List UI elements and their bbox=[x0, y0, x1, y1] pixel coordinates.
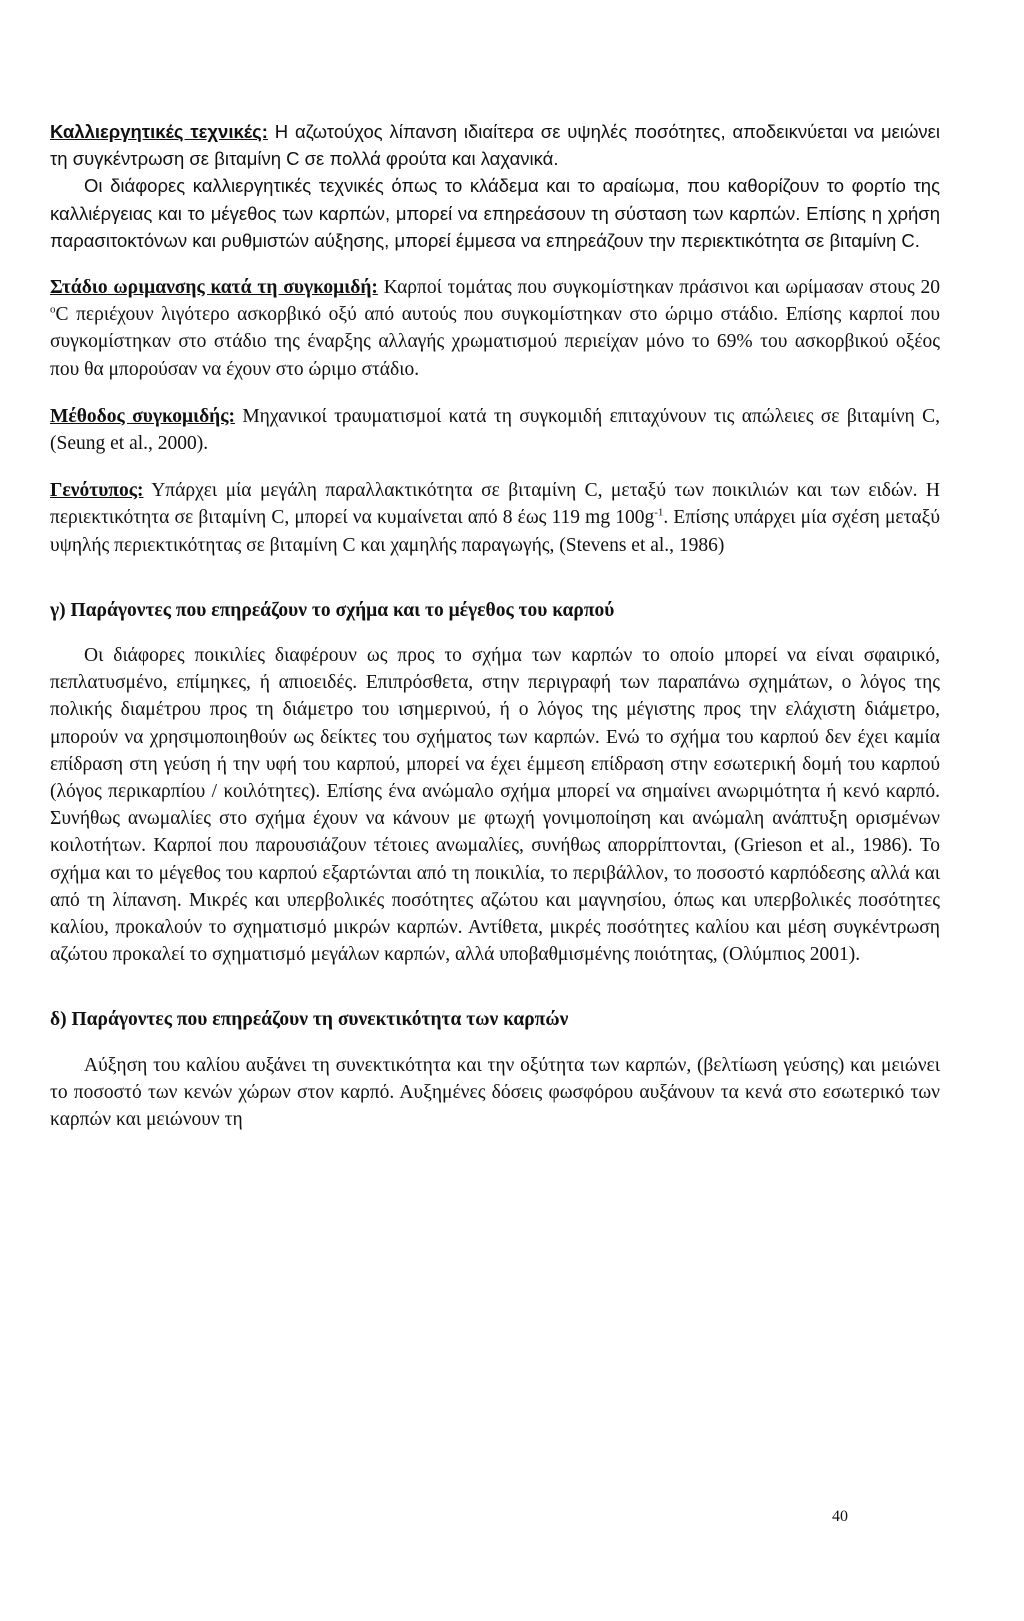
section-genotype bbox=[50, 477, 940, 559]
section-ripeness bbox=[50, 274, 940, 383]
ripeness-label: Στάδιο ωριμανσης κατά τη συγκομιδή: bbox=[50, 277, 378, 299]
ripeness-text-a: Καρποί τομάτας που συγκομίστηκαν πράσινοι και ωρίμασαν στους 20 bbox=[377, 277, 940, 299]
section-firmness bbox=[50, 1006, 940, 1133]
cultivation-paragraph-2: Οι διάφορες καλλιεργητικές τεχνικές όπως το κλάδεμα και το αραίωμα, που καθορίζουν το φορτίο της καλλιέργειας και το μέγεθος των καρπών, μπορεί να επηρεάσουν τη σύσταση των καρπών. Επίσης η χρήση παρασιτοκτόνων και ρυθμιστών αύξησης, μπορεί έμμεσα να επηρεάζουν την περιεκτικότητα σε βιταμίνη C. bbox=[50, 175, 940, 251]
cultivation-paragraph bbox=[50, 118, 940, 172]
cultivation-label: Καλλιεργητικές τεχνικές: bbox=[50, 121, 268, 142]
document-page bbox=[50, 118, 940, 1133]
genotype-paragraph bbox=[50, 477, 940, 559]
shape-heading: γ) Παράγοντες που επηρεάζουν το σχήμα και το μέγεθος του καρπού bbox=[50, 599, 615, 621]
section-shape bbox=[50, 597, 940, 969]
genotype-text-b: . Επίσης υπάρχει μία σχέση μεταξύ υψηλής περιεκτικότητας σε βιταμίνη C και χαμηλής παραγωγής, (Stevens et al., 1986) bbox=[50, 507, 940, 556]
exponent-superscript: -1 bbox=[654, 506, 664, 519]
shape-paragraph: Οι διάφορες ποικιλίες διαφέρουν ως προς το σχήμα των καρπών το οποίο μπορεί να είναι σφαιρικό, πεπλατυσμένο, επίμηκες, ή απιοειδές. Επιπρόσθετα, στην περιγραφή των παραπάνω σχημάτων, ο λόγος της πολικής διαμέτρου προς τη διάμετρο του ισημερινού, ή ο λόγος της μέγιστης προς την ελάχιστη διάμετρο, μπορούν να χρησιμοποιηθούν ως δείκτες του σχήματος των καρπών. Ενώ το σχήμα του καρπού δεν έχει καμία επίδραση στη γεύση ή την υφή του καρπού, μπορεί να έχει έμμεση επίδραση στην εσωτερική δομή του καρπού (λόγος περικαρπίου / κοιλότητες). Επίσης ένα ανώμαλο σχήμα μπορεί να σημαίνει ανωριμότητα ή κενό καρπό. Συνήθως ανωμαλίες στο σχήμα έχουν να κάνουν με φτωχή γονιμοποίηση και ανώμαλη ανάπτυξη ορισμένων κοιλοτήτων. Καρποί που παρουσιάζουν τέτοιες ανωμαλίες, συνήθως απορρίπτονται, (Grieson et al., 1986). Το σχήμα και το μέγεθος του καρπού εξαρτώνται από τη ποικιλία, το περιβάλλον, το ποσοστό καρπόδεσης αλλά και από τη λίπανση. Μικρές και υπερβολικές ποσότητες αζώτου και μαγνησίου, όπως και υπερβολικές ποσότητες καλίου, προκαλούν το σχηματισμό μικρών καρπών. Αντίθετα, μικρές ποσότητες καλίου και μέση συγκέντρωση αζώτου προκαλεί το σχηματισμό μεγάλων καρπών, αλλά υποβαθμισμένης ποιότητας, (Ολύμπιος 2001). bbox=[50, 645, 940, 966]
harvest-label: Μέθοδος συγκομιδής: bbox=[50, 405, 235, 427]
harvest-paragraph bbox=[50, 403, 940, 457]
cultivation-text-1: Η αζωτούχος λίπανση ιδιαίτερα σε υψηλές ποσότητες, αποδεικνύεται να μειώνει τη συγκέντρωση σε βιταμίνη C σε πολλά φρούτα και λαχανικά. bbox=[50, 121, 941, 170]
degree-superscript: o bbox=[50, 303, 56, 316]
section-harvest bbox=[50, 403, 940, 457]
ripeness-paragraph bbox=[50, 274, 940, 383]
firmness-paragraph: Αύξηση του καλίου αυξάνει τη συνεκτικότητα και την οξύτητα των καρπών, (βελτίωση γεύσης) και μειώνει το ποσοστό των κενών χώρων στον καρπό. Αυξημένες δόσεις φωσφόρου αυξάνουν τα κενά στο εσωτερικό των καρπών και μειώνουν τη bbox=[50, 1054, 940, 1131]
genotype-label: Γενότυπος: bbox=[50, 480, 144, 502]
ripeness-text-b: C περιέχουν λιγότερο ασκορβικό οξύ από αυτούς που συγκομίστηκαν στο ώριμο στάδιο. Επίσης καρποί που συγκομίστηκαν στο στάδιο της έναρξης αλλαγής χρωματισμού περιείχαν μόνο το 69% του ασκορβικού οξέος που θα μπορούσαν να έχουν στο ώριμο στάδιο. bbox=[50, 304, 940, 380]
firmness-heading: δ) Παράγοντες που επηρεάζουν τη συνεκτικότητα των καρπών bbox=[50, 1009, 569, 1031]
page-number: 40 bbox=[832, 1508, 848, 1525]
genotype-text-a: Υπάρχει μία μεγάλη παραλλακτικότητα σε βιταμίνη C, μεταξύ των ποικιλιών και των ειδών. Η περιεκτικότητα σε βιταμίνη C, μπορεί να κυμαίνεται από 8 έως 119 mg 100g bbox=[50, 480, 940, 529]
harvest-text: Μηχανικοί τραυματισμοί κατά τη συγκομιδή επιταχύνουν τις απώλειες σε βιταμίνη C, (Seung et al., 2000). bbox=[50, 405, 940, 455]
section-cultivation bbox=[50, 118, 940, 254]
